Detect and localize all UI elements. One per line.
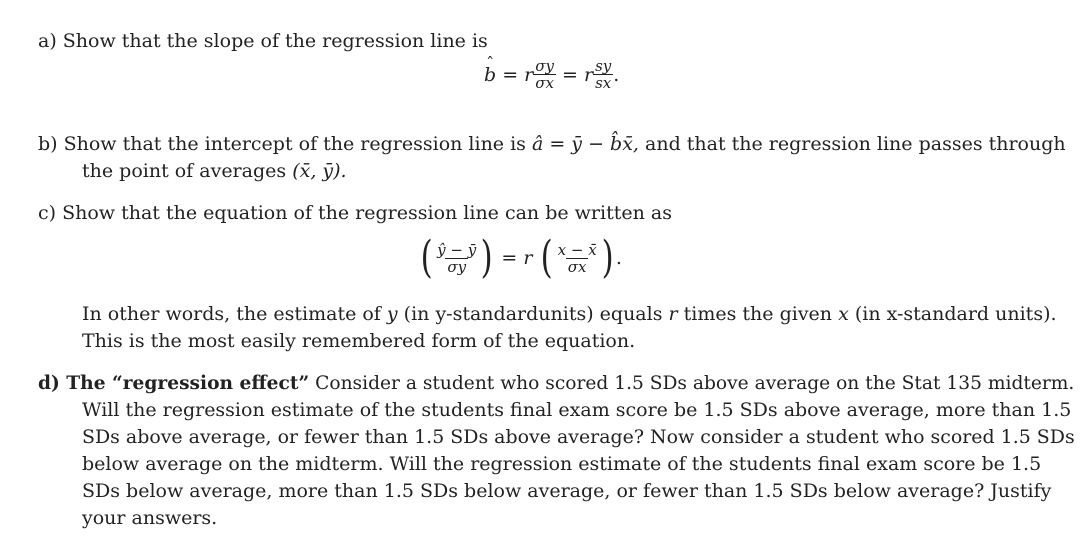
frac-den: σx <box>567 257 587 276</box>
part-b-line2-math: (x̄, ȳ). <box>292 160 347 182</box>
part-b-text-1: b) Show that the intercept of the regression line is <box>38 133 526 155</box>
para-text: (in y-standardunits) equals <box>403 303 663 325</box>
left-paren-1: ( <box>420 232 433 283</box>
para-text: times the given <box>683 303 833 325</box>
eq-fraction-s <box>593 58 613 91</box>
part-b-line2-pre: the point of averages <box>82 160 287 182</box>
part-c-paragraph-2: This is the most easily remembered form of the equation. <box>82 330 636 352</box>
eq-fraction-sigma <box>533 58 556 91</box>
part-b-math: â = ȳ − b̂x̄, <box>531 133 639 155</box>
part-d-line-5: SDs below average, more than 1.5 SDs below average, or fewer than 1.5 SDs below average? Justify <box>82 480 1052 502</box>
part-d-line-1 <box>38 371 1074 395</box>
para-text: (in x-standard units). <box>854 303 1057 325</box>
part-d-line-4: below average on the midterm. Will the regression estimate of the students final exam score be 1.5 <box>82 453 1042 475</box>
eq-equals-r: = r <box>501 247 533 269</box>
part-c-paragraph-1 <box>82 302 1057 326</box>
eq-r-1: r <box>524 63 534 86</box>
part-d-label: d) The “regression effect” <box>38 372 310 394</box>
para-var-x: x <box>838 303 849 325</box>
para-var-y: y <box>386 303 398 325</box>
eq-b-hat: b ˆ <box>484 64 496 86</box>
left-paren-2: ( <box>541 232 554 283</box>
part-b-line-1 <box>38 132 1066 156</box>
frac-den: sx <box>595 74 612 92</box>
right-paren-2: ) <box>601 232 614 283</box>
para-text: In other words, the estimate of <box>82 303 381 325</box>
frac-num: ŷ − ȳ <box>437 240 477 259</box>
part-b-line-2 <box>82 159 347 183</box>
part-d-line-3: SDs above average, or fewer than 1.5 SDs above average? Now consider a student who scored 1.5 SDs <box>82 426 1075 448</box>
part-d-line-2: Will the regression estimate of the students final exam score be 1.5 SDs above average, more than 1.5 <box>82 399 1072 421</box>
part-d-line-6: your answers. <box>82 507 218 529</box>
frac-num: σy <box>535 57 554 75</box>
right-paren-1: ) <box>480 232 493 283</box>
part-c-text: c) Show that the equation of the regression line can be written as <box>38 202 672 224</box>
eq-fraction-x <box>556 242 599 275</box>
frac-den: σx <box>535 74 554 92</box>
part-d-text-1: Consider a student who scored 1.5 SDs above average on the Stat 135 midterm. <box>315 372 1075 394</box>
slope-equation: b ˆ = r $\frac{\sigma y}{\sigma x}$ = r $\frac{sy}{sx}$ . <box>484 58 619 91</box>
para-var-r: r <box>668 303 678 325</box>
eq-fraction-y <box>435 242 478 275</box>
frac-num: x − x̄ <box>557 240 597 259</box>
frac-num: sy <box>595 57 612 75</box>
frac-den: σy <box>447 257 467 276</box>
eq-r-2: r <box>583 63 594 86</box>
part-a-text: a) Show that the slope of the regression line is <box>38 30 488 52</box>
part-b-text-2: and that the regression line passes through <box>645 133 1066 155</box>
standardized-equation: ( $\frac{ŷ - ȳ}{\sigma y}$ ) = r ( $\frac{x - x̄}{\sigma x}$ ) . <box>420 232 622 283</box>
